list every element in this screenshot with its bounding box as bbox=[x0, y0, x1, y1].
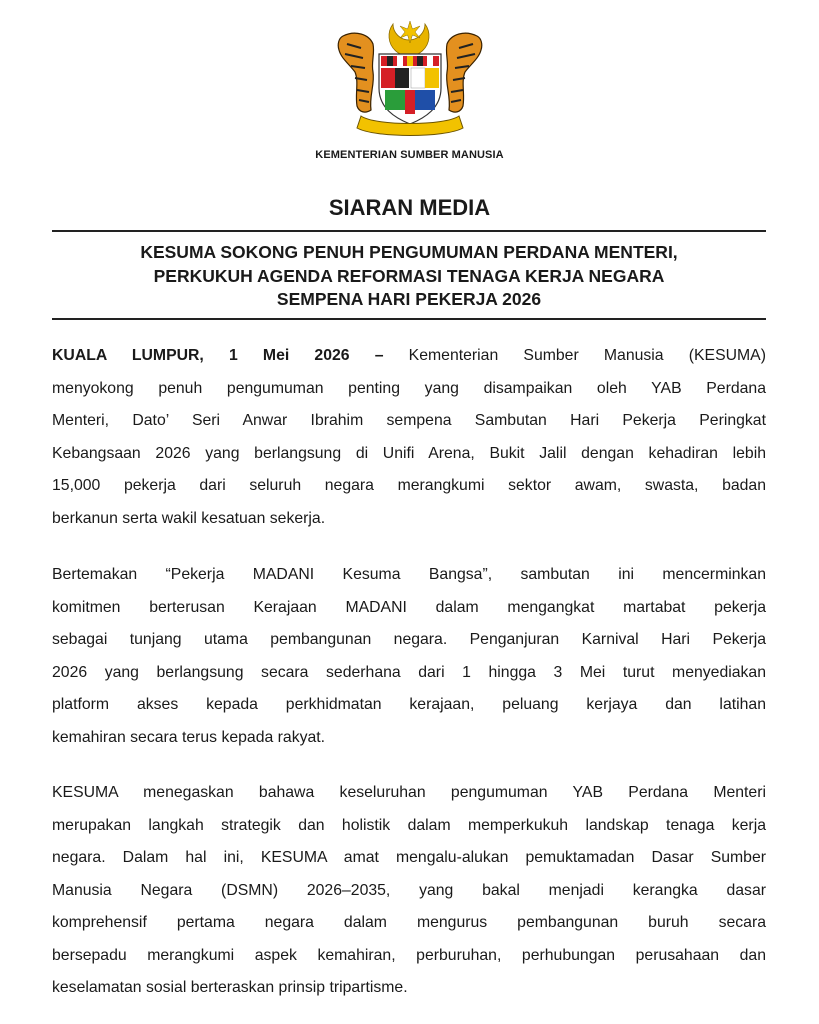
headline-top-rule bbox=[52, 230, 766, 232]
paragraph-line: Bertemakan “Pekerja MADANI Kesuma Bangsa”, sambutan ini mencerminkan bbox=[52, 566, 766, 583]
paragraph-line: menyokong penuh pengumuman penting yang disampaikan oleh YAB Perdana bbox=[52, 379, 766, 397]
paragraph-line: komprehensif pertama negara dalam mengurus pembangunan buruh secara bbox=[52, 914, 766, 931]
malaysia-coat-of-arms-logo bbox=[325, 18, 495, 146]
paragraph-line: komitmen berterusan Kerajaan MADANI dalam mengangkat martabat pekerja bbox=[52, 598, 766, 616]
paragraph-line: platform akses kepada perkhidmatan kerajaan, peluang kerjaya dan latihan bbox=[52, 696, 766, 713]
dateline: KUALA LUMPUR, 1 Mei 2026 – bbox=[52, 347, 384, 364]
paragraph-line: bersepadu merangkumi aspek kemahiran, perburuhan, perhubungan perusahaan dan bbox=[52, 946, 766, 964]
paragraph-line: 2026 yang berlangsung secara sederhana dari 1 hingga 3 Mei turut menyediakan bbox=[52, 663, 766, 681]
headline-bottom-rule bbox=[52, 318, 766, 320]
body-paragraph-3 bbox=[52, 777, 766, 1005]
paragraph-line: negara. Dalam hal ini, KESUMA amat mengalu-alukan pemuktamadan Dasar Sumber bbox=[52, 849, 766, 866]
paragraph-line: KESUMA menegaskan bahawa keseluruhan pengumuman YAB Perdana Menteri bbox=[52, 784, 766, 801]
paragraph-text: Kementerian Sumber Manusia (KESUMA) bbox=[383, 347, 766, 364]
body-paragraph-2 bbox=[52, 559, 766, 754]
paragraph-line: Kebangsaan 2026 yang berlangsung di Unifi Arena, Bukit Jalil dengan kehadiran lebih bbox=[52, 444, 766, 462]
paragraph-line: sebagai tunjang utama pembangunan negara. Penganjuran Karnival Hari Pekerja bbox=[52, 631, 766, 648]
paragraph-line: Menteri, Dato’ Seri Anwar Ibrahim sempena Sambutan Hari Pekerja Peringkat bbox=[52, 412, 766, 429]
headline-line: PERKUKUH AGENDA REFORMASI TENAGA KERJA NEGARA bbox=[153, 265, 665, 286]
paragraph-line: kemahiran secara terus kepada rakyat. bbox=[52, 728, 326, 746]
paragraph-line: keselamatan sosial berteraskan prinsip tripartisme. bbox=[52, 979, 408, 996]
headline-line: KESUMA SOKONG PENUH PENGUMUMAN PERDANA MENTERI, bbox=[140, 242, 678, 262]
paragraph-line bbox=[52, 340, 766, 373]
release-title: SIARAN MEDIA bbox=[328, 195, 491, 220]
paragraph-line: Manusia Negara (DSMN) 2026–2035, yang bakal menjadi kerangka dasar bbox=[52, 881, 766, 899]
headline-line: SEMPENA HARI PEKERJA 2026 bbox=[276, 289, 542, 309]
ministry-name: KEMENTERIAN SUMBER MANUSIA bbox=[315, 149, 504, 161]
paragraph-line: berkanun serta wakil kesatuan sekerja. bbox=[52, 509, 326, 527]
release-headline bbox=[52, 241, 766, 312]
paragraph-line: merupakan langkah strategik dan holistik dalam memperkukuh landskap tenaga kerja bbox=[52, 816, 766, 834]
paragraph-line: 15,000 pekerja dari seluruh negara merangkumi sektor awam, swasta, badan bbox=[52, 477, 766, 494]
body-paragraph-1 bbox=[52, 340, 766, 535]
